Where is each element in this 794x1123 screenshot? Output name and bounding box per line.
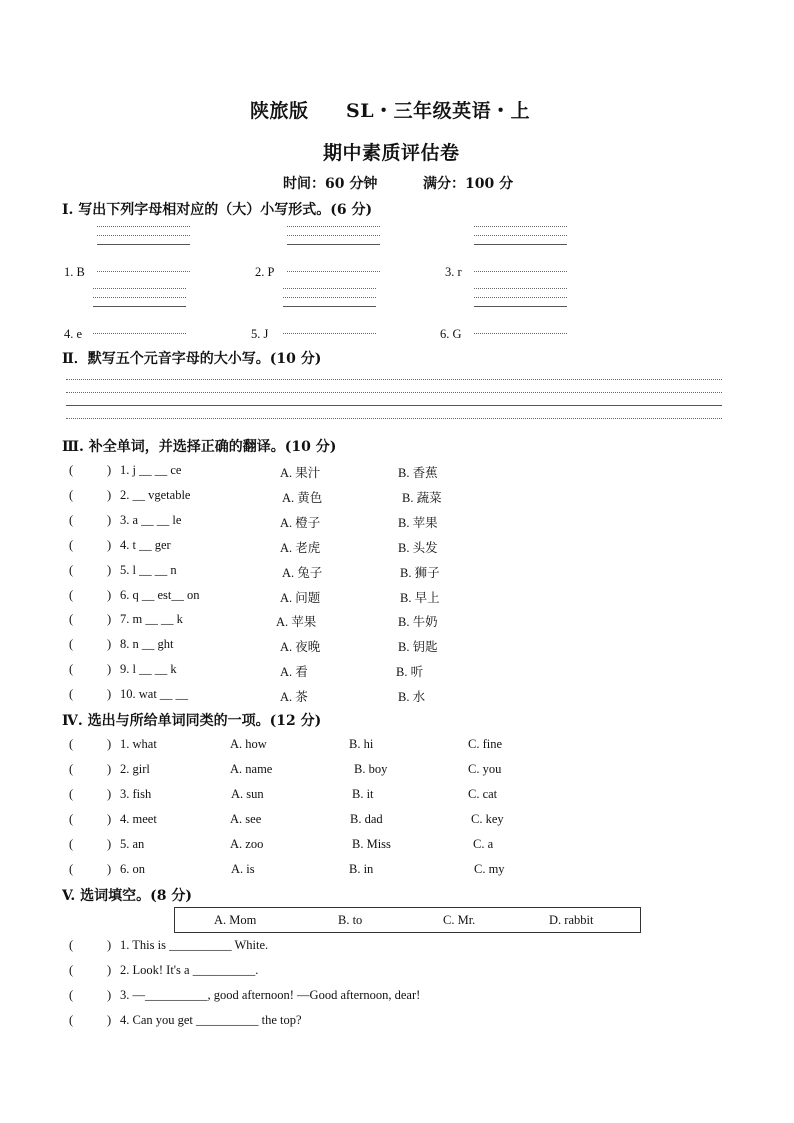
answer-paren-open: ( bbox=[69, 988, 74, 1002]
answer-paren-open: ( bbox=[69, 612, 74, 627]
option-b: B. 蔬菜 bbox=[402, 490, 442, 505]
writing-line bbox=[474, 306, 567, 307]
question-word: 4. t __ ger bbox=[120, 537, 171, 552]
answer-paren-open: ( bbox=[69, 512, 74, 527]
option-a: A. 夜晚 bbox=[280, 640, 321, 655]
writing-line bbox=[474, 235, 567, 236]
writing-line bbox=[474, 333, 567, 334]
answer-paren-open: ( bbox=[69, 662, 74, 677]
section-3-heading: Ⅲ. 补全单词，并选择正确的翻译。(10 分) bbox=[62, 439, 337, 455]
question-word: 6. q __ est__ on bbox=[120, 587, 200, 602]
letter-label: 2. P bbox=[255, 265, 275, 279]
answer-paren-close: ) bbox=[107, 487, 112, 502]
page-subtitle: 期中素质评估卷 bbox=[323, 142, 460, 164]
exam-score: 满分：100 分 bbox=[423, 176, 514, 192]
option-b: B. 早上 bbox=[400, 590, 440, 605]
question-word: 2. girl bbox=[120, 762, 150, 776]
question-word: 8. n __ ght bbox=[120, 637, 174, 652]
option-b: B. hi bbox=[349, 737, 374, 751]
option-a: A. 苹果 bbox=[276, 615, 317, 630]
option-c: C. you bbox=[468, 762, 502, 776]
answer-paren-close: ) bbox=[107, 562, 112, 577]
answer-paren-open: ( bbox=[69, 963, 74, 977]
letter-label: 3. r bbox=[445, 265, 462, 279]
word-option: C. Mr. bbox=[443, 913, 476, 927]
answer-paren-close: ) bbox=[107, 637, 112, 652]
writing-line bbox=[97, 271, 190, 272]
answer-paren-close: ) bbox=[107, 1013, 112, 1027]
option-a: A. 兔子 bbox=[282, 565, 323, 580]
writing-line bbox=[93, 288, 186, 289]
option-b: B. it bbox=[352, 787, 374, 801]
letter-label: 6. G bbox=[440, 327, 462, 341]
writing-line bbox=[93, 333, 186, 334]
option-a: A. 果汁 bbox=[280, 466, 321, 480]
answer-paren-close: ) bbox=[107, 963, 112, 977]
answer-paren-close: ) bbox=[107, 662, 112, 677]
option-b: B. 水 bbox=[398, 690, 426, 705]
writing-line bbox=[66, 392, 722, 393]
writing-line bbox=[474, 297, 567, 298]
answer-paren-open: ( bbox=[69, 737, 74, 751]
letter-label: 4. e bbox=[64, 327, 83, 341]
exam-time: 时间：60 分钟 bbox=[283, 176, 378, 192]
writing-line bbox=[287, 226, 380, 227]
question-word: 1. what bbox=[120, 737, 157, 751]
option-a: A. how bbox=[230, 737, 267, 751]
question-word: 7. m __ __ k bbox=[120, 612, 183, 627]
writing-line bbox=[283, 288, 376, 289]
question-word: 5. an bbox=[120, 837, 145, 851]
question-word: 5. l __ __ n bbox=[120, 562, 177, 577]
fill-sentence: 1. This is __________ White. bbox=[120, 938, 269, 952]
answer-paren-close: ) bbox=[107, 687, 112, 702]
question-word: 10. wat __ __ bbox=[120, 687, 189, 702]
writing-line bbox=[283, 333, 376, 334]
word-option: D. rabbit bbox=[549, 913, 594, 927]
writing-line bbox=[287, 235, 380, 236]
writing-line bbox=[97, 226, 190, 227]
word-option: B. to bbox=[338, 913, 363, 927]
answer-paren-open: ( bbox=[69, 762, 74, 776]
answer-paren-close: ) bbox=[107, 612, 112, 627]
answer-paren-open: ( bbox=[69, 637, 74, 652]
question-word: 6. on bbox=[120, 862, 145, 876]
writing-line bbox=[474, 226, 567, 227]
option-c: C. fine bbox=[468, 737, 503, 751]
question-word: 4. meet bbox=[120, 812, 157, 826]
option-a: A. 问题 bbox=[280, 590, 321, 605]
option-b: B. 钥匙 bbox=[398, 640, 438, 655]
answer-paren-open: ( bbox=[69, 537, 74, 552]
section-1-heading: I. 写出下列字母相对应的（大）小写形式。(6 分) bbox=[62, 202, 373, 218]
writing-line bbox=[97, 244, 190, 245]
writing-line bbox=[66, 418, 722, 419]
option-c: C. a bbox=[473, 837, 494, 851]
option-a: A. see bbox=[230, 812, 262, 826]
word-bank-box bbox=[174, 907, 641, 933]
option-a: A. 看 bbox=[280, 665, 308, 680]
writing-line bbox=[474, 288, 567, 289]
option-c: C. key bbox=[471, 812, 504, 826]
answer-paren-open: ( bbox=[69, 562, 74, 577]
fill-sentence: 4. Can you get __________ the top? bbox=[120, 1013, 302, 1027]
writing-line bbox=[287, 244, 380, 245]
answer-paren-close: ) bbox=[107, 463, 112, 477]
answer-paren-open: ( bbox=[69, 487, 74, 502]
question-word: 9. l __ __ k bbox=[120, 662, 177, 677]
answer-paren-open: ( bbox=[69, 787, 74, 801]
option-a: A. zoo bbox=[230, 837, 264, 851]
option-b: B. 听 bbox=[396, 665, 424, 680]
fill-sentence: 2. Look! It's a __________. bbox=[120, 963, 259, 977]
letter-label: 1. B bbox=[64, 265, 85, 279]
answer-paren-open: ( bbox=[69, 837, 74, 851]
answer-paren-close: ) bbox=[107, 988, 112, 1002]
option-a: A. 老虎 bbox=[280, 540, 321, 555]
writing-line bbox=[93, 297, 186, 298]
option-a: A. name bbox=[230, 762, 273, 776]
answer-paren-close: ) bbox=[107, 762, 112, 776]
writing-line bbox=[66, 379, 722, 380]
section-4-heading: Ⅳ. 选出与所给单词同类的一项。(12 分) bbox=[62, 713, 322, 729]
writing-line bbox=[66, 405, 722, 406]
fill-sentence: 3. —__________, good afternoon! —Good afternoon, dear! bbox=[120, 988, 421, 1002]
answer-paren-close: ) bbox=[107, 512, 112, 527]
option-a: A. sun bbox=[231, 787, 264, 801]
answer-paren-close: ) bbox=[107, 587, 112, 602]
option-a: A. 黄色 bbox=[282, 490, 323, 505]
option-a: A. 橙子 bbox=[280, 515, 321, 530]
option-b: B. 苹果 bbox=[398, 515, 438, 530]
answer-paren-close: ) bbox=[107, 862, 112, 876]
writing-line bbox=[283, 297, 376, 298]
question-word: 3. a __ __ le bbox=[120, 512, 182, 527]
option-b: B. boy bbox=[354, 762, 388, 776]
option-b: B. 牛奶 bbox=[398, 615, 438, 630]
option-b: B. Miss bbox=[352, 837, 391, 851]
answer-paren-open: ( bbox=[69, 463, 74, 477]
answer-paren-open: ( bbox=[69, 862, 74, 876]
answer-paren-open: ( bbox=[69, 687, 74, 702]
section-2-heading: Ⅱ．默写五个元音字母的大小写。(10 分) bbox=[62, 351, 322, 367]
title-left: 陕旅版 bbox=[250, 100, 309, 122]
option-b: B. 狮子 bbox=[400, 565, 440, 580]
writing-line bbox=[93, 306, 186, 307]
writing-line bbox=[97, 235, 190, 236]
writing-line bbox=[474, 244, 567, 245]
answer-paren-open: ( bbox=[69, 1013, 74, 1027]
writing-line bbox=[283, 306, 376, 307]
option-b: B. dad bbox=[350, 812, 383, 826]
answer-paren-close: ) bbox=[107, 787, 112, 801]
answer-paren-close: ) bbox=[107, 812, 112, 826]
option-b: B. 头发 bbox=[398, 540, 438, 555]
question-word: 2. __ vgetable bbox=[120, 487, 191, 502]
option-b: B. 香蕉 bbox=[398, 466, 438, 480]
writing-line bbox=[287, 271, 380, 272]
letter-label: 5. J bbox=[251, 327, 269, 341]
section-5-heading: V. 选词填空。(8 分) bbox=[62, 888, 193, 904]
word-option: A. Mom bbox=[214, 913, 257, 927]
question-word: 3. fish bbox=[120, 787, 152, 801]
option-c: C. cat bbox=[468, 787, 498, 801]
question-word: 1. j __ __ ce bbox=[120, 463, 182, 477]
answer-paren-open: ( bbox=[69, 812, 74, 826]
option-a: A. 茶 bbox=[280, 690, 308, 705]
option-c: C. my bbox=[474, 862, 505, 876]
answer-paren-close: ) bbox=[107, 837, 112, 851]
title-right: SL・三年级英语・上 bbox=[346, 100, 531, 122]
option-a: A. is bbox=[231, 862, 255, 876]
answer-paren-close: ) bbox=[107, 938, 112, 952]
answer-paren-close: ) bbox=[107, 737, 112, 751]
option-b: B. in bbox=[349, 862, 374, 876]
answer-paren-open: ( bbox=[69, 938, 74, 952]
answer-paren-close: ) bbox=[107, 537, 112, 552]
answer-paren-open: ( bbox=[69, 587, 74, 602]
writing-line bbox=[474, 271, 567, 272]
